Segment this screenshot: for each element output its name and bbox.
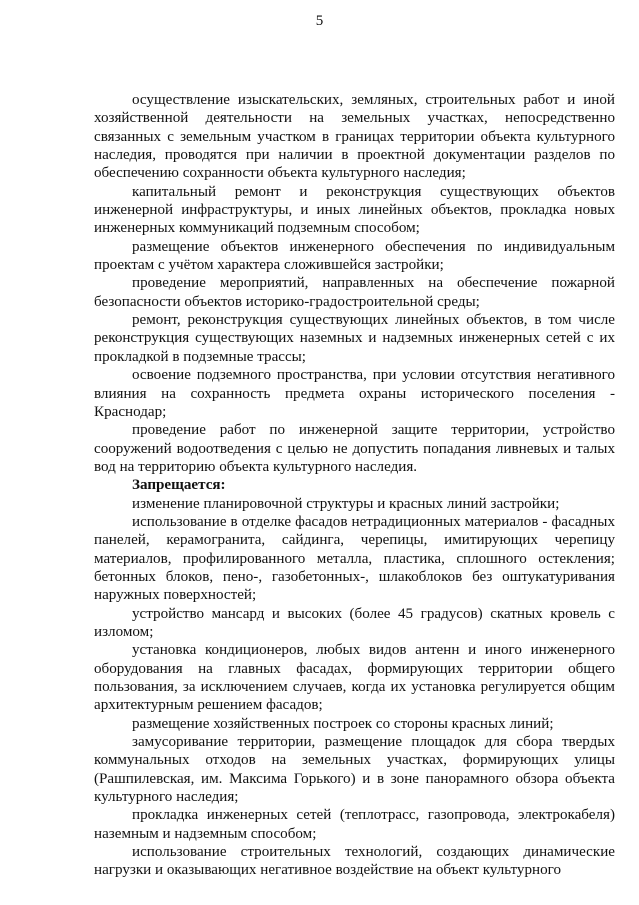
paragraph: устройство мансард и высоких (более 45 градусов) скатных кровель с изломом; <box>94 605 615 640</box>
paragraph: прокладка инженерных сетей (теплотрасс, газопровода, электрокабеля) наземным и надземным способом; <box>94 807 615 842</box>
paragraph: установка кондиционеров, любых видов антенн и иного инженерного оборудования на главных фасадах, формирующих территории общего пользования, за исключением случаев, когда их установка регулируется общим архитектурным решением фасадов; <box>94 642 615 714</box>
section-heading: Запрещается: <box>132 477 226 494</box>
paragraph: освоение подземного пространства, при условии отсутствия негативного влияния на сохранность предмета охраны исторического поселения - Краснодар; <box>94 367 615 420</box>
paragraph: размещение объектов инженерного обеспечения по индивидуальным проектам с учётом характера сложившейся застройки; <box>94 238 615 274</box>
paragraph: размещение хозяйственных построек со стороны красных линий; <box>132 715 554 732</box>
page-number: 5 <box>315 13 324 29</box>
document-body <box>94 91 615 880</box>
paragraph: использование строительных технологий, создающих динамические нагрузки и оказывающих негативное воздействие на объект культурного <box>94 844 615 879</box>
paragraph: проведение мероприятий, направленных на обеспечение пожарной безопасности объектов историко-градостроительной среды; <box>94 275 615 310</box>
paragraph: замусоривание территории, размещение площадок для сбора твердых коммунальных отходов на земельных участках, формирующих улицы (Рашпилевская, им. Максима Горького) и в зоне панорамного обзора объекта культурного наследия; <box>94 734 615 806</box>
paragraph: использование в отделке фасадов нетрадиционных материалов - фасадных панелей, керамогранита, сайдинга, черепицы, имитирующих черепицу материалов, профилированного металла, пластика, сплошного остекления; бетонных блоков, пено-, газобетонных-, шлакоблоков без оштукатуривания наружных поверхностей; <box>94 513 615 604</box>
paragraph: осуществление изыскательских, земляных, строительных работ и иной хозяйственной деятельности на земельных участках, непосредственно связанных с земельным участком в границах территории объекта культурного наследия, проводятся при наличии в проектной документации разделов по обеспечению сохранности объекта культурного наследия; <box>94 92 615 182</box>
paragraph: ремонт, реконструкция существующих линейных объектов, в том числе реконструкция существующих наземных и надземных инженерных сетей с их прокладкой в подземные трассы; <box>94 312 615 365</box>
paragraph: проведение работ по инженерной защите территории, устройство сооружений водоотведения с целью не допустить попадания ливневых и талых вод на территорию объекта культурного наследия. <box>94 422 615 475</box>
paragraph: капитальный ремонт и реконструкция существующих объектов инженерной инфраструктуры, и иных линейных объектов, прокладка новых инженерных коммуникаций подземным способом; <box>94 183 615 237</box>
paragraph: изменение планировочной структуры и красных линий застройки; <box>132 495 560 512</box>
